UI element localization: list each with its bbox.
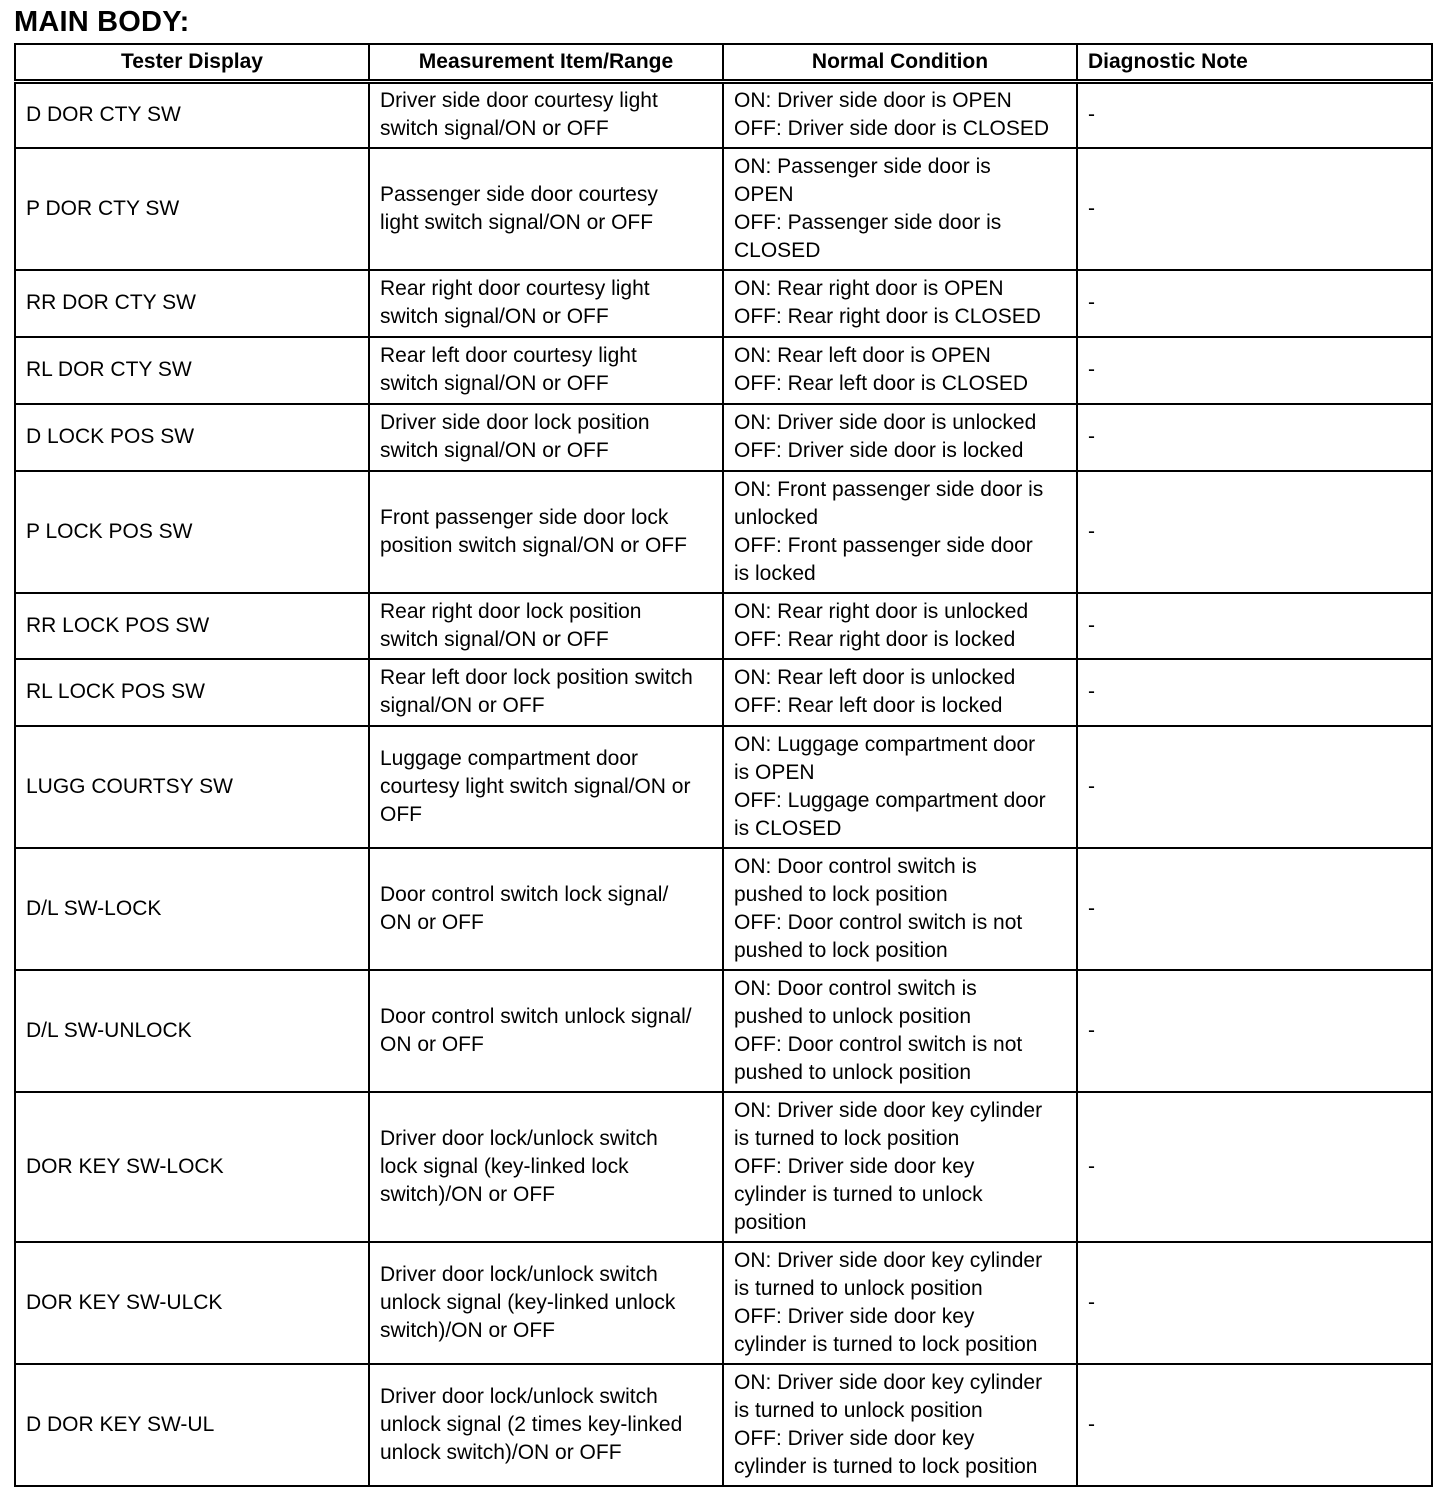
tester-display-cell: RL LOCK POS SW	[15, 659, 369, 726]
column-header-diagnostic-note: Diagnostic Note	[1077, 44, 1432, 82]
table-row	[15, 337, 1432, 404]
measurement-item-cell: Passenger side door courtesy light switch signal/ON or OFF	[369, 148, 723, 270]
measurement-item-cell: Driver door lock/unlock switch unlock signal (key-linked unlock switch)/ON or OFF	[369, 1242, 723, 1364]
diagnostic-note-cell: -	[1077, 1364, 1432, 1486]
diagnostic-note-cell: -	[1077, 270, 1432, 337]
measurement-item-cell: Door control switch unlock signal/ ON or OFF	[369, 970, 723, 1092]
table-row	[15, 726, 1432, 848]
measurement-item-cell: Driver side door courtesy light switch signal/ON or OFF	[369, 82, 723, 148]
measurement-item-cell: Rear left door courtesy light switch signal/ON or OFF	[369, 337, 723, 404]
tester-display-cell: RR DOR CTY SW	[15, 270, 369, 337]
table-row	[15, 659, 1432, 726]
column-header-measurement-item: Measurement Item/Range	[369, 44, 723, 82]
normal-condition-cell: ON: Driver side door key cylinder is turned to lock position OFF: Driver side door key cylinder is turned to unlock position	[723, 1092, 1077, 1242]
diagnostic-note-cell: -	[1077, 404, 1432, 471]
diagnostic-note-cell: -	[1077, 659, 1432, 726]
page-title: MAIN BODY:	[14, 6, 190, 38]
table-row	[15, 848, 1432, 970]
table-row	[15, 471, 1432, 593]
data-table	[14, 43, 1433, 1487]
normal-condition-cell: ON: Front passenger side door is unlocked OFF: Front passenger side door is locked	[723, 471, 1077, 593]
tester-display-cell: D DOR KEY SW-UL	[15, 1364, 369, 1486]
normal-condition-cell: ON: Rear left door is unlocked OFF: Rear left door is locked	[723, 659, 1077, 726]
tester-display-cell: RL DOR CTY SW	[15, 337, 369, 404]
tester-display-cell: D LOCK POS SW	[15, 404, 369, 471]
diagnostic-note-cell: -	[1077, 471, 1432, 593]
normal-condition-cell: ON: Driver side door is OPEN OFF: Driver side door is CLOSED	[723, 82, 1077, 148]
normal-condition-cell: ON: Luggage compartment door is OPEN OFF: Luggage compartment door is CLOSED	[723, 726, 1077, 848]
tester-display-cell: LUGG COURTSY SW	[15, 726, 369, 848]
tester-display-cell: DOR KEY SW-ULCK	[15, 1242, 369, 1364]
table-row	[15, 1364, 1432, 1486]
tester-display-cell: P LOCK POS SW	[15, 471, 369, 593]
column-header-tester-display: Tester Display	[15, 44, 369, 82]
diagnostic-note-cell: -	[1077, 337, 1432, 404]
measurement-item-cell: Driver side door lock position switch signal/ON or OFF	[369, 404, 723, 471]
normal-condition-cell: ON: Driver side door key cylinder is turned to unlock position OFF: Driver side door key cylinder is turned to lock position	[723, 1242, 1077, 1364]
measurement-item-cell: Door control switch lock signal/ ON or OFF	[369, 848, 723, 970]
table-row	[15, 148, 1432, 270]
diagnostic-note-cell: -	[1077, 593, 1432, 659]
measurement-item-cell: Driver door lock/unlock switch lock signal (key-linked lock switch)/ON or OFF	[369, 1092, 723, 1242]
diagnostic-note-cell: -	[1077, 848, 1432, 970]
diagnostic-note-cell: -	[1077, 1242, 1432, 1364]
measurement-item-cell: Front passenger side door lock position switch signal/ON or OFF	[369, 471, 723, 593]
diagnostic-note-cell: -	[1077, 1092, 1432, 1242]
header-row	[15, 44, 1432, 82]
normal-condition-cell: ON: Driver side door is unlocked OFF: Driver side door is locked	[723, 404, 1077, 471]
diagnostic-note-cell: -	[1077, 726, 1432, 848]
measurement-item-cell: Rear right door courtesy light switch signal/ON or OFF	[369, 270, 723, 337]
tester-display-cell: P DOR CTY SW	[15, 148, 369, 270]
measurement-item-cell: Rear right door lock position switch signal/ON or OFF	[369, 593, 723, 659]
normal-condition-cell: ON: Rear right door is OPEN OFF: Rear right door is CLOSED	[723, 270, 1077, 337]
measurement-item-cell: Rear left door lock position switch signal/ON or OFF	[369, 659, 723, 726]
column-header-normal-condition: Normal Condition	[723, 44, 1077, 82]
diagnostic-note-cell: -	[1077, 82, 1432, 148]
tester-display-cell: D DOR CTY SW	[15, 82, 369, 148]
measurement-item-cell: Driver door lock/unlock switch unlock signal (2 times key-linked unlock switch)/ON or OFF	[369, 1364, 723, 1486]
normal-condition-cell: ON: Rear left door is OPEN OFF: Rear left door is CLOSED	[723, 337, 1077, 404]
table-row	[15, 404, 1432, 471]
table-row	[15, 970, 1432, 1092]
table-row	[15, 1242, 1432, 1364]
normal-condition-cell: ON: Door control switch is pushed to lock position OFF: Door control switch is not pushed to lock position	[723, 848, 1077, 970]
diagnostic-note-cell: -	[1077, 970, 1432, 1092]
normal-condition-cell: ON: Door control switch is pushed to unlock position OFF: Door control switch is not pushed to unlock position	[723, 970, 1077, 1092]
diagnostic-note-cell: -	[1077, 148, 1432, 270]
table-row	[15, 82, 1432, 148]
normal-condition-cell: ON: Passenger side door is OPEN OFF: Passenger side door is CLOSED	[723, 148, 1077, 270]
tester-display-cell: D/L SW-UNLOCK	[15, 970, 369, 1092]
tester-display-cell: DOR KEY SW-LOCK	[15, 1092, 369, 1242]
tester-display-cell: D/L SW-LOCK	[15, 848, 369, 970]
table-header	[15, 44, 1432, 82]
normal-condition-cell: ON: Rear right door is unlocked OFF: Rear right door is locked	[723, 593, 1077, 659]
table-body	[15, 82, 1432, 1486]
tester-display-cell: RR LOCK POS SW	[15, 593, 369, 659]
table-row	[15, 1092, 1432, 1242]
measurement-item-cell: Luggage compartment door courtesy light switch signal/ON or OFF	[369, 726, 723, 848]
table-row	[15, 270, 1432, 337]
table-row	[15, 593, 1432, 659]
normal-condition-cell: ON: Driver side door key cylinder is turned to unlock position OFF: Driver side door key cylinder is turned to lock position	[723, 1364, 1077, 1486]
